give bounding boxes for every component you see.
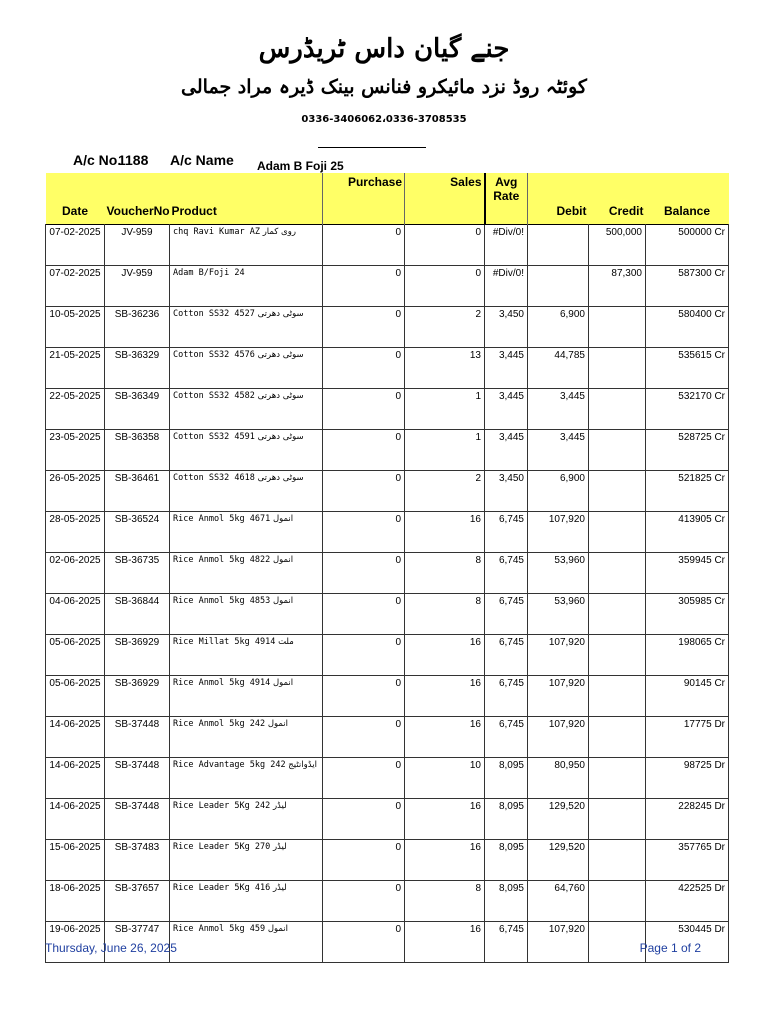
account-no-label: A/c No. <box>73 152 122 168</box>
cell-product <box>170 553 323 594</box>
cell-debit: 3,445 <box>528 389 589 430</box>
cell-sales: 2 <box>405 307 485 348</box>
cell-product <box>170 922 323 963</box>
cell-balance: 500000 Cr <box>646 225 729 266</box>
cell-date: 04-06-2025 <box>46 594 105 635</box>
cell-avg-rate: #Div/0! <box>485 266 528 307</box>
product-name-en: Cotton SS32 4582 <box>173 391 255 401</box>
cell-balance: 521825 Cr <box>646 471 729 512</box>
cell-debit: 3,445 <box>528 430 589 471</box>
cell-balance: 98725 Dr <box>646 758 729 799</box>
cell-credit <box>589 758 646 799</box>
cell-product <box>170 676 323 717</box>
cell-purchase: 0 <box>323 676 405 717</box>
cell-sales: 13 <box>405 348 485 389</box>
col-balance: Balance <box>646 173 729 225</box>
cell-avg-rate: 6,745 <box>485 922 528 963</box>
cell-voucher: SB-37483 <box>105 840 170 881</box>
cell-balance: 535615 Cr <box>646 348 729 389</box>
product-name-en: Cotton SS32 4618 <box>173 473 255 483</box>
cell-voucher: SB-36844 <box>105 594 170 635</box>
header-divider <box>318 147 426 148</box>
cell-debit: 107,920 <box>528 635 589 676</box>
cell-credit <box>589 430 646 471</box>
table-row <box>46 430 729 471</box>
table-row <box>46 553 729 594</box>
cell-purchase: 0 <box>323 922 405 963</box>
cell-date: 15-06-2025 <box>46 840 105 881</box>
cell-credit: 87,300 <box>589 266 646 307</box>
cell-credit <box>589 635 646 676</box>
cell-date: 26-05-2025 <box>46 471 105 512</box>
product-name-urdu: سوٹی دھرتی <box>257 473 304 483</box>
cell-credit: 500,000 <box>589 225 646 266</box>
cell-voucher: SB-36236 <box>105 307 170 348</box>
cell-product <box>170 266 323 307</box>
cell-debit: 107,920 <box>528 717 589 758</box>
cell-product <box>170 471 323 512</box>
cell-purchase: 0 <box>323 307 405 348</box>
product-name-en: Cotton SS32 4527 <box>173 309 255 319</box>
product-name-urdu: ایڈوانٹیج <box>288 760 317 770</box>
cell-balance: 17775 Dr <box>646 717 729 758</box>
cell-voucher: JV-959 <box>105 266 170 307</box>
cell-purchase: 0 <box>323 471 405 512</box>
cell-balance: 413905 Cr <box>646 512 729 553</box>
cell-voucher: SB-37657 <box>105 881 170 922</box>
cell-date: 02-06-2025 <box>46 553 105 594</box>
cell-purchase: 0 <box>323 758 405 799</box>
col-avg-rate-line2: Rate <box>493 189 520 203</box>
ledger-table <box>45 173 729 963</box>
cell-avg-rate: 3,445 <box>485 348 528 389</box>
cell-date: 18-06-2025 <box>46 881 105 922</box>
table-row <box>46 266 729 307</box>
product-name-en: Rice Millat 5kg 4914 <box>173 637 276 647</box>
table-row <box>46 799 729 840</box>
cell-balance: 532170 Cr <box>646 389 729 430</box>
cell-purchase: 0 <box>323 799 405 840</box>
cell-avg-rate: 6,745 <box>485 717 528 758</box>
company-phones: 0336-3406062،0336-3708535 <box>301 114 467 125</box>
cell-credit <box>589 471 646 512</box>
cell-sales: 2 <box>405 471 485 512</box>
cell-debit: 80,950 <box>528 758 589 799</box>
cell-sales: 16 <box>405 922 485 963</box>
ledger-header-row <box>46 173 729 225</box>
account-name-value: Adam B Foji 25 <box>257 159 344 173</box>
cell-voucher: SB-36358 <box>105 430 170 471</box>
table-row <box>46 471 729 512</box>
cell-balance: 422525 Dr <box>646 881 729 922</box>
cell-product <box>170 758 323 799</box>
cell-avg-rate: #Div/0! <box>485 225 528 266</box>
product-name-en: Adam B/Foji 24 <box>173 268 245 278</box>
product-name-urdu: ملت <box>278 637 294 647</box>
product-name-en: Rice Leader 5Kg 270 <box>173 842 271 852</box>
cell-date: 07-02-2025 <box>46 225 105 266</box>
cell-sales: 8 <box>405 881 485 922</box>
cell-debit: 107,920 <box>528 922 589 963</box>
table-row <box>46 676 729 717</box>
cell-purchase: 0 <box>323 389 405 430</box>
cell-voucher: SB-36349 <box>105 389 170 430</box>
cell-credit <box>589 717 646 758</box>
cell-voucher: SB-37747 <box>105 922 170 963</box>
cell-product <box>170 225 323 266</box>
cell-date: 07-02-2025 <box>46 266 105 307</box>
cell-credit <box>589 840 646 881</box>
table-row <box>46 840 729 881</box>
product-name-en: Rice Anmol 5kg 4671 <box>173 514 271 524</box>
cell-credit <box>589 307 646 348</box>
cell-sales: 10 <box>405 758 485 799</box>
cell-balance: 90145 Cr <box>646 676 729 717</box>
col-debit: Debit <box>528 173 589 225</box>
cell-voucher: SB-36735 <box>105 553 170 594</box>
cell-credit <box>589 553 646 594</box>
cell-balance: 228245 Dr <box>646 799 729 840</box>
cell-avg-rate: 8,095 <box>485 799 528 840</box>
cell-avg-rate: 6,745 <box>485 594 528 635</box>
product-name-urdu: سوٹی دھرتی <box>257 350 304 360</box>
cell-purchase: 0 <box>323 430 405 471</box>
product-name-en: Rice Anmol 5kg 459 <box>173 924 266 934</box>
cell-sales: 1 <box>405 389 485 430</box>
product-name-urdu: انمول <box>272 678 294 688</box>
cell-product <box>170 881 323 922</box>
product-name-urdu: لیڈر <box>272 883 287 893</box>
cell-purchase: 0 <box>323 348 405 389</box>
cell-debit: 53,960 <box>528 553 589 594</box>
cell-date: 05-06-2025 <box>46 635 105 676</box>
cell-date: 14-06-2025 <box>46 717 105 758</box>
cell-product <box>170 840 323 881</box>
table-row <box>46 881 729 922</box>
product-name-en: Rice Leader 5Kg 416 <box>173 883 271 893</box>
cell-avg-rate: 6,745 <box>485 676 528 717</box>
cell-debit <box>528 225 589 266</box>
cell-date: 21-05-2025 <box>46 348 105 389</box>
product-name-en: Rice Advantage 5kg 242 <box>173 760 286 770</box>
cell-purchase: 0 <box>323 635 405 676</box>
ledger-body <box>46 225 729 963</box>
cell-debit: 107,920 <box>528 676 589 717</box>
cell-credit <box>589 881 646 922</box>
col-date: Date <box>46 173 105 225</box>
cell-purchase: 0 <box>323 512 405 553</box>
product-name-urdu: سوٹی دھرتی <box>257 391 304 401</box>
cell-avg-rate: 3,450 <box>485 307 528 348</box>
cell-avg-rate: 8,095 <box>485 758 528 799</box>
cell-credit <box>589 799 646 840</box>
cell-credit <box>589 676 646 717</box>
cell-sales: 0 <box>405 266 485 307</box>
cell-date: 28-05-2025 <box>46 512 105 553</box>
cell-balance: 528725 Cr <box>646 430 729 471</box>
cell-debit <box>528 266 589 307</box>
cell-credit <box>589 389 646 430</box>
cell-purchase: 0 <box>323 553 405 594</box>
cell-balance: 357765 Dr <box>646 840 729 881</box>
cell-product <box>170 348 323 389</box>
table-row <box>46 717 729 758</box>
cell-avg-rate: 3,445 <box>485 389 528 430</box>
cell-voucher: SB-37448 <box>105 758 170 799</box>
cell-sales: 16 <box>405 635 485 676</box>
product-name-urdu: سوٹی دھرتی <box>257 432 304 442</box>
product-name-en: Rice Anmol 5kg 4853 <box>173 596 271 606</box>
table-row <box>46 635 729 676</box>
cell-balance: 305985 Cr <box>646 594 729 635</box>
cell-product <box>170 307 323 348</box>
cell-product <box>170 430 323 471</box>
cell-voucher: SB-36329 <box>105 348 170 389</box>
cell-credit <box>589 348 646 389</box>
cell-debit: 44,785 <box>528 348 589 389</box>
cell-balance: 198065 Cr <box>646 635 729 676</box>
cell-balance: 587300 Cr <box>646 266 729 307</box>
product-name-urdu: انمول <box>267 719 289 729</box>
cell-debit: 107,920 <box>528 512 589 553</box>
cell-sales: 16 <box>405 717 485 758</box>
cell-avg-rate: 8,095 <box>485 840 528 881</box>
table-row <box>46 389 729 430</box>
print-date: Thursday, June 26, 2025 <box>45 941 177 955</box>
product-name-urdu: سوٹی دھرتی <box>257 309 304 319</box>
product-name-urdu: انمول <box>267 924 289 934</box>
cell-avg-rate: 3,445 <box>485 430 528 471</box>
cell-voucher: SB-36929 <box>105 635 170 676</box>
cell-date: 19-06-2025 <box>46 922 105 963</box>
cell-purchase: 0 <box>323 717 405 758</box>
cell-sales: 8 <box>405 553 485 594</box>
product-name-en: Rice Anmol 5kg 242 <box>173 719 266 729</box>
cell-sales: 8 <box>405 594 485 635</box>
table-row <box>46 348 729 389</box>
cell-product <box>170 799 323 840</box>
cell-avg-rate: 6,745 <box>485 635 528 676</box>
cell-debit: 64,760 <box>528 881 589 922</box>
cell-credit <box>589 512 646 553</box>
cell-date: 23-05-2025 <box>46 430 105 471</box>
cell-voucher: SB-37448 <box>105 717 170 758</box>
product-name-urdu: انمول <box>272 555 294 565</box>
product-name-urdu: لیڈر <box>272 842 287 852</box>
product-name-en: Rice Leader 5Kg 242 <box>173 801 271 811</box>
table-row <box>46 594 729 635</box>
cell-voucher: SB-36929 <box>105 676 170 717</box>
product-name-urdu: لیڈر <box>272 801 287 811</box>
col-avg-rate <box>485 173 528 225</box>
product-name-en: Cotton SS32 4576 <box>173 350 255 360</box>
cell-product <box>170 594 323 635</box>
cell-voucher: SB-36461 <box>105 471 170 512</box>
cell-debit: 53,960 <box>528 594 589 635</box>
table-row <box>46 225 729 266</box>
cell-avg-rate: 6,745 <box>485 512 528 553</box>
account-no-value: 1188 <box>118 152 149 168</box>
cell-purchase: 0 <box>323 225 405 266</box>
cell-debit: 6,900 <box>528 307 589 348</box>
cell-avg-rate: 6,745 <box>485 553 528 594</box>
cell-debit: 129,520 <box>528 799 589 840</box>
cell-product <box>170 635 323 676</box>
cell-credit <box>589 594 646 635</box>
table-row <box>46 307 729 348</box>
cell-purchase: 0 <box>323 881 405 922</box>
cell-balance: 359945 Cr <box>646 553 729 594</box>
cell-voucher: SB-37448 <box>105 799 170 840</box>
cell-purchase: 0 <box>323 266 405 307</box>
cell-sales: 0 <box>405 225 485 266</box>
cell-voucher: SB-36524 <box>105 512 170 553</box>
product-name-en: Rice Anmol 5kg 4914 <box>173 678 271 688</box>
cell-sales: 16 <box>405 676 485 717</box>
product-name-en: Cotton SS32 4591 <box>173 432 255 442</box>
company-name: جنے گیان داس ٹریڈرس <box>258 34 510 64</box>
col-avg-rate-line1: Avg <box>495 175 518 189</box>
cell-sales: 16 <box>405 840 485 881</box>
cell-date: 10-05-2025 <box>46 307 105 348</box>
page-number: Page 1 of 2 <box>639 941 701 955</box>
product-name-en: chq Ravi Kumar AZ <box>173 227 260 237</box>
company-address: کوئٹہ روڈ نزد مائیکرو فنانس بینک ڈیرہ مراد جمالی <box>181 76 587 98</box>
product-name-urdu: انمول <box>272 596 294 606</box>
cell-debit: 6,900 <box>528 471 589 512</box>
cell-product <box>170 717 323 758</box>
col-purchase: Purchase <box>323 173 405 225</box>
col-product: Product <box>170 173 323 225</box>
col-credit: Credit <box>589 173 646 225</box>
cell-purchase: 0 <box>323 840 405 881</box>
cell-date: 14-06-2025 <box>46 799 105 840</box>
cell-credit <box>589 922 646 963</box>
cell-product <box>170 512 323 553</box>
cell-purchase: 0 <box>323 594 405 635</box>
cell-voucher: JV-959 <box>105 225 170 266</box>
cell-sales: 16 <box>405 512 485 553</box>
product-name-en: Rice Anmol 5kg 4822 <box>173 555 271 565</box>
cell-debit: 129,520 <box>528 840 589 881</box>
cell-sales: 1 <box>405 430 485 471</box>
table-row <box>46 758 729 799</box>
col-sales: Sales <box>405 173 485 225</box>
product-name-urdu: روی کمار <box>262 227 296 237</box>
cell-sales: 16 <box>405 799 485 840</box>
cell-product <box>170 389 323 430</box>
cell-balance: 580400 Cr <box>646 307 729 348</box>
cell-date: 22-05-2025 <box>46 389 105 430</box>
col-voucher: VoucherNo <box>105 173 170 225</box>
cell-date: 14-06-2025 <box>46 758 105 799</box>
product-name-urdu: انمول <box>272 514 294 524</box>
table-row <box>46 512 729 553</box>
account-name-label: A/c Name <box>170 152 234 168</box>
cell-avg-rate: 8,095 <box>485 881 528 922</box>
cell-avg-rate: 3,450 <box>485 471 528 512</box>
cell-balance: 530445 Dr <box>646 922 729 963</box>
cell-date: 05-06-2025 <box>46 676 105 717</box>
